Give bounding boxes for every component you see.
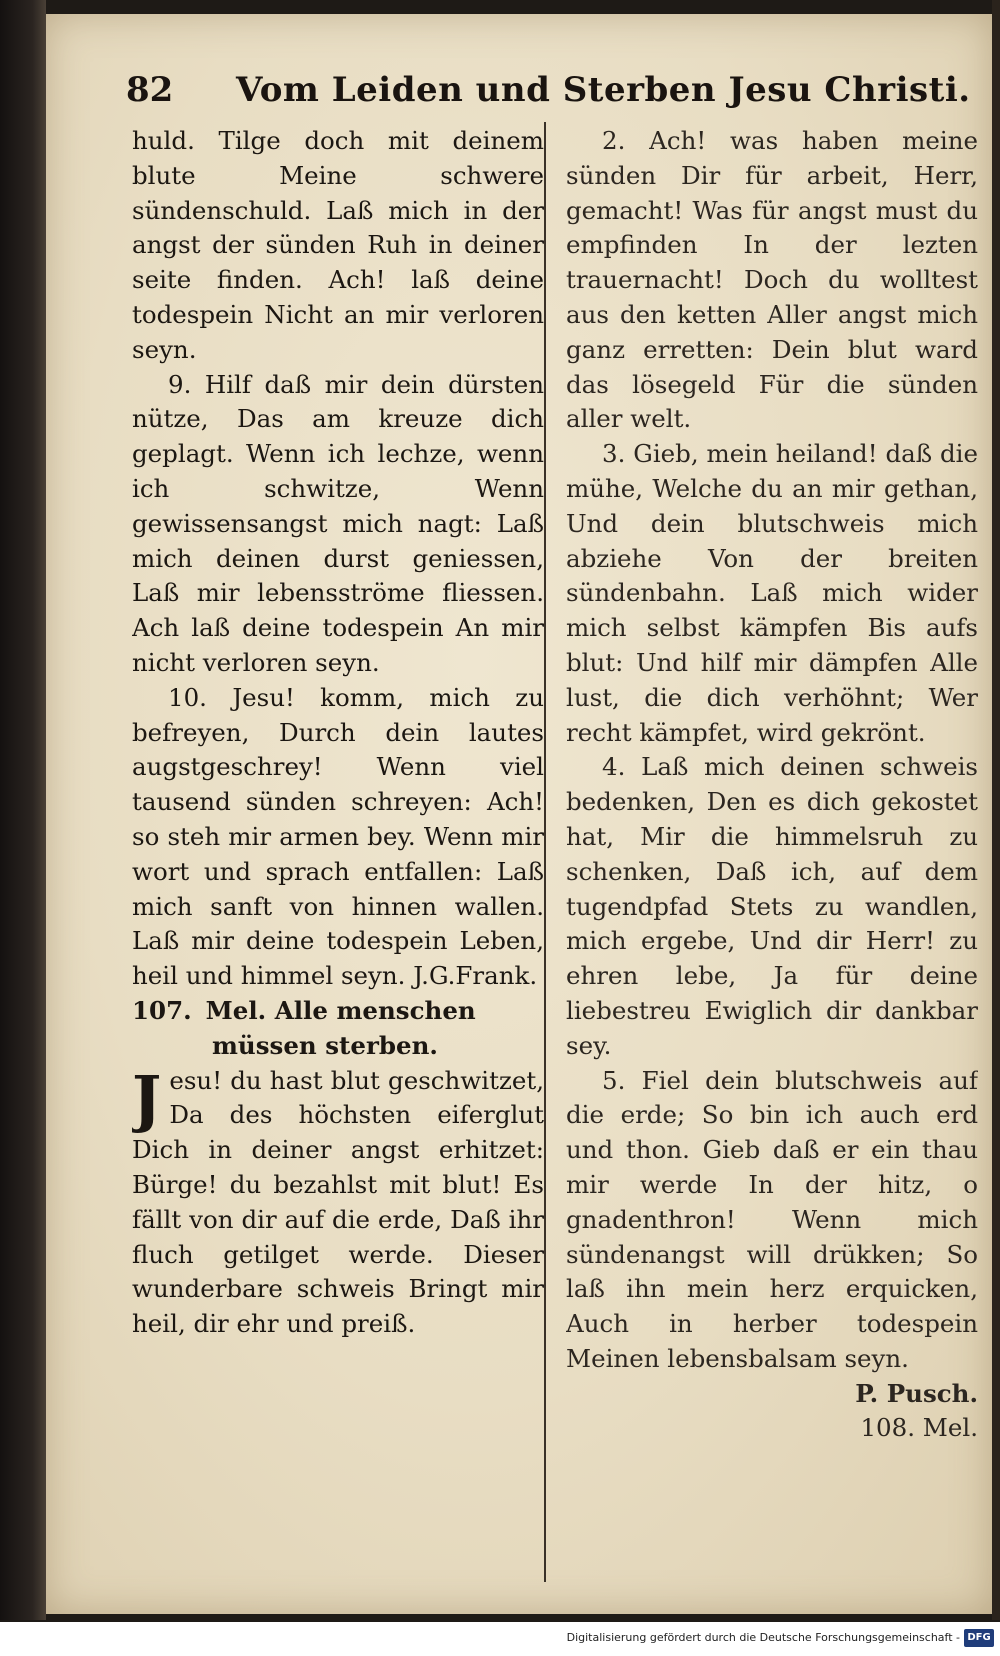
verse-3: 3. Gieb, mein heiland! daß die mühe, Welche du an mir gethan, Und dein blutschweis mich abziehe Von der breiten sündenbahn. Laß mich wider mich selbst kämpfen Bis aufs blut: Und hilf mir dämpfen Alle lust, die dich verhöhnt; Wer recht kämpfet, wird gekrönt. [566,439,978,747]
verse-4: 4. Laß mich deinen schweis bedenken, Den es dich gekostet hat, Mir die himmelsruh zu schenken, Daß ich, auf dem tugendpfad Stets zu wandlen, mich ergebe, Und dir Herr! zu ehren lebe, Ja für deine liebestreu Ewiglich dir dankbar sey. [566,752,978,1060]
digitization-footer [0,1622,1000,1656]
column-separator [544,122,546,1582]
hymn-melody-continued: müssen sterben. [212,1030,438,1060]
verse-2: 2. Ach! was haben meine sünden Dir für arbeit, Herr, gemacht! Was für angst must du empfinden In der lezten trauernacht! Doch du wolltest aus den ketten Aller angst mich ganz erretten: Dein blut ward das lösegeld Für die sünden aller welt. [566,126,978,434]
scan-book-edge [0,0,46,1620]
running-head: Vom Leiden und Sterben Jesu Christi. [236,70,971,110]
left-column [132,124,544,1544]
hymn-author: P. Pusch. [855,1378,978,1408]
verse-1-text: esu! du hast blut geschwitzet, Da des höchsten eiferglut Dich in deiner angst erhitzet: Bürge! du bezahlst mit blut! Es fällt von dir auf die erde, Daß ihr fluch getilget werde. Dieser wunderbare schweis Bringt mir heil, dir ehr und preiß. [132,1065,544,1339]
page-number: 82 [126,70,174,110]
scan-right-edge [992,0,1000,1620]
verse-5: 5. Fiel dein blutschweis auf die erde; So bin ich auch erd und thon. Gieb daß er ein thau mir werde In der hitz, o gnadenthron! Wenn mich sündenangst will drükken; So laß ihn mein herz erquicken, Auch in herber todespein Meinen lebensbalsam seyn. [566,1065,978,1373]
hymn-107-verse-1 [132,1061,544,1342]
catch-word: 108. Mel. [860,1413,978,1443]
right-column [566,124,978,1544]
page-header [126,56,971,116]
footer-credit: Digitalisierung gefördert durch die Deutsche Forschungsgemeinschaft - [566,1631,960,1644]
verse-10: 10. Jesu! komm, mich zu befreyen, Durch dein lautes augstgeschrey! Wenn viel tausend sünden schreyen: Ach! so steh mir armen bey. Wenn mir wort und sprach entfallen: Laß mich sanft von hinnen wallen. Laß mir deine todespein Leben, heil und himmel seyn. J.G.Frank. [132,682,544,991]
hymn-melody: Mel. Alle menschen [205,995,476,1025]
dfg-logo: DFG [964,1629,994,1647]
continued-verse: huld. Tilge doch mit deinem blute Meine schwere sündenschuld. Laß mich in der angst der sünden Ruh in deiner seite finden. Ach! laß deine todespein Nicht an mir verloren seyn. [132,126,544,364]
hymn-number: 107. [132,995,192,1025]
book-page [46,14,992,1614]
drop-cap: J [132,1061,162,1135]
hymn-heading [132,994,544,1029]
verse-9: 9. Hilf daß mir dein dürsten nütze, Das am kreuze dich geplagt. Wenn ich lechze, wenn ich schwitze, Wenn gewissensangst mich nagt: Laß mich deinen durst geniessen, Laß mir lebensströme fliessen. Ach laß deine todespein An mir nicht verloren seyn. [132,369,544,677]
